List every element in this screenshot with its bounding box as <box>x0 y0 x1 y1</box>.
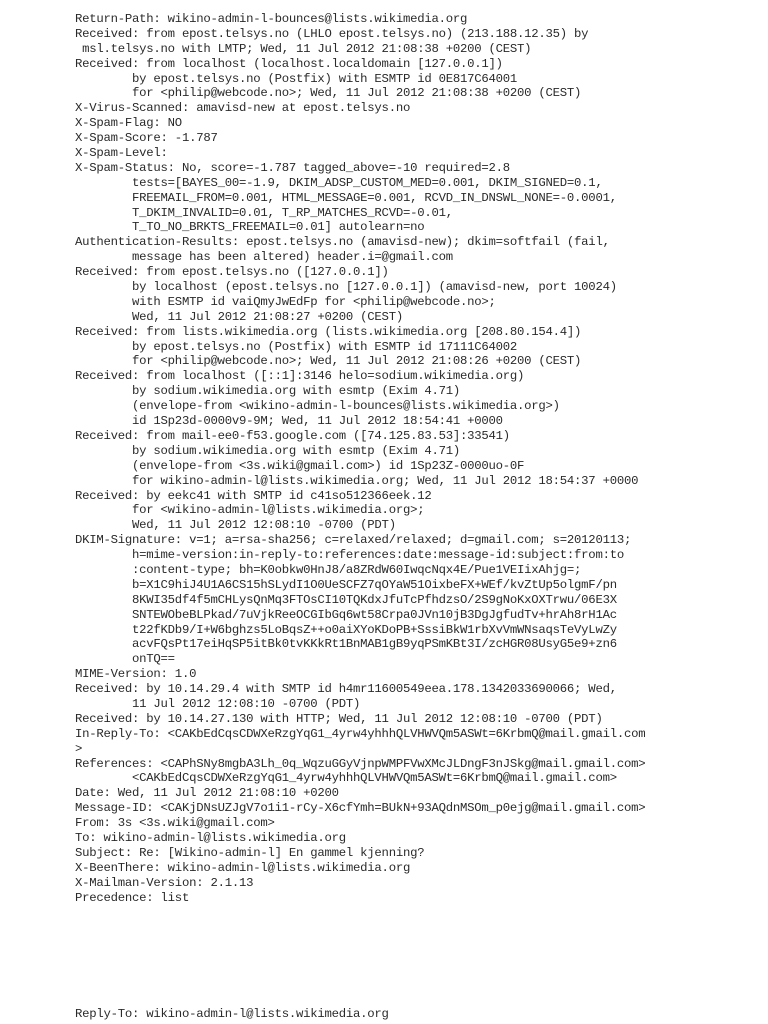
header-line: Received: from localhost ([::1]:3146 helo=sodium.wikimedia.org) <box>75 369 525 384</box>
header-line: Received: from epost.telsys.no (LHLO epost.telsys.no) (213.188.12.35) by <box>75 26 589 41</box>
header-line: X-Spam-Status: No, score=-1.787 tagged_above=-10 required=2.8 <box>75 160 510 175</box>
header-line: FREEMAIL_FROM=0.001, HTML_MESSAGE=0.001, RCVD_IN_DNSWL_NONE=-0.0001, <box>75 190 617 205</box>
header-line: X-Virus-Scanned: amavisd-new at epost.telsys.no <box>75 101 411 116</box>
header-line: 11 Jul 2012 12:08:10 -0700 (PDT) <box>75 696 361 711</box>
header-line: Precedence: list <box>75 890 190 905</box>
header-line: References: <CAPhSNy8mgbA3Lh_0q_WqzuGGyVjnpWMPFVwXMcJLDngF3nJSkg@mail.gmail.com> <box>75 756 646 771</box>
header-line: for <philip@webcode.no>; Wed, 11 Jul 2012 21:08:38 +0200 (CEST) <box>75 86 582 101</box>
header-line: (envelope-from <wikino-admin-l-bounces@lists.wikimedia.org>) <box>75 399 560 414</box>
header-line: X-BeenThere: wikino-admin-l@lists.wikimedia.org <box>75 860 411 875</box>
header-line: X-Mailman-Version: 2.1.13 <box>75 875 254 890</box>
header-line: DKIM-Signature: v=1; a=rsa-sha256; c=relaxed/relaxed; d=gmail.com; s=20120113; <box>75 533 632 548</box>
header-line: Received: from lists.wikimedia.org (lists.wikimedia.org [208.80.154.4]) <box>75 324 582 339</box>
header-line: X-Spam-Flag: NO <box>75 116 182 131</box>
header-line: by epost.telsys.no (Postfix) with ESMTP id 0E817C64001 <box>75 71 518 86</box>
header-line: acvFQsPt17eiHqSP5itBk0tvKKkRt1BnMAB1gB9yqPSmKBt3I/zcHGR08UsyG5e9+zn6 <box>75 637 617 652</box>
header-line: with ESMTP id vaiQmyJwEdFp for <philip@webcode.no>; <box>75 294 496 309</box>
header-line: Subject: Re: [Wikino-admin-l] En gammel kjenning? <box>75 845 425 860</box>
header-line: To: wikino-admin-l@lists.wikimedia.org <box>75 830 346 845</box>
header-line: (envelope-from <3s.wiki@gmail.com>) id 1Sp23Z-0000uo-0F <box>75 458 525 473</box>
header-line: for <philip@webcode.no>; Wed, 11 Jul 2012 21:08:26 +0200 (CEST) <box>75 354 582 369</box>
header-line: Authentication-Results: epost.telsys.no (amavisd-new); dkim=softfail (fail, <box>75 235 610 250</box>
header-line: by sodium.wikimedia.org with esmtp (Exim 4.71) <box>75 443 460 458</box>
header-line: In-Reply-To: <CAKbEdCqsCDWXeRzgYqG1_4yrw4yhhhQLVHWVQm5ASWt=6KrbmQ@mail.gmail.com <box>75 726 646 741</box>
header-line: tests=[BAYES_00=-1.9, DKIM_ADSP_CUSTOM_MED=0.001, DKIM_SIGNED=0.1, <box>75 175 603 190</box>
header-line: msl.telsys.no with LMTP; Wed, 11 Jul 2012 21:08:38 +0200 (CEST) <box>75 41 532 56</box>
header-line: 8KWI35df4f5mCHLysQnMq3FTOsCI10TQKdxJfuTcPfhdzsO/2S9gNoKxOXTrwu/06E3X <box>75 592 617 607</box>
header-line: T_DKIM_INVALID=0.01, T_RP_MATCHES_RCVD=-0.01, <box>75 205 453 220</box>
header-line: for wikino-admin-l@lists.wikimedia.org; Wed, 11 Jul 2012 18:54:37 +0000 <box>75 473 639 488</box>
header-line: X-Spam-Score: -1.787 <box>75 131 218 146</box>
header-line: T_TO_NO_BRKTS_FREEMAIL=0.01] autolearn=no <box>75 220 425 235</box>
header-line: for <wikino-admin-l@lists.wikimedia.org>; <box>75 503 425 518</box>
reply-to-header-line: Reply-To: wikino-admin-l@lists.wikimedia.org <box>75 1007 389 1021</box>
header-line: onTQ== <box>75 652 175 667</box>
header-line: by localhost (epost.telsys.no [127.0.0.1]) (amavisd-new, port 10024) <box>75 280 617 295</box>
header-line: h=mime-version:in-reply-to:references:date:message-id:subject:from:to <box>75 548 624 563</box>
header-line: by epost.telsys.no (Postfix) with ESMTP id 17111C64002 <box>75 339 518 354</box>
header-line: MIME-Version: 1.0 <box>75 667 197 682</box>
header-line: Received: from localhost (localhost.localdomain [127.0.0.1]) <box>75 56 503 71</box>
header-line: by sodium.wikimedia.org with esmtp (Exim 4.71) <box>75 384 460 399</box>
header-line: Message-ID: <CAKjDNsUZJgV7o1i1-rCy-X6cfYmh=BUkN+93AQdnMSOm_p0ejg@mail.gmail.com> <box>75 801 646 816</box>
email-header-block <box>75 12 645 905</box>
header-line: Wed, 11 Jul 2012 21:08:27 +0200 (CEST) <box>75 309 403 324</box>
header-line: From: 3s <3s.wiki@gmail.com> <box>75 816 275 831</box>
header-line: Received: by 10.14.27.130 with HTTP; Wed, 11 Jul 2012 12:08:10 -0700 (PDT) <box>75 711 603 726</box>
header-line: t22fKDb9/I+W6bghzs5LoBqsZ++o0aiXYoKDoPB+SssiBkW1rbXvVmWNsaqsTeVyLwZy <box>75 622 617 637</box>
header-line: Date: Wed, 11 Jul 2012 21:08:10 +0200 <box>75 786 339 801</box>
header-line: > <box>75 741 83 756</box>
header-line: b=X1C9hiJ4U1A6CS15hSLydI1O0UeSCFZ7qOYaW51OixbeFX+WEf/kvZtUp5olgmF/pn <box>75 577 617 592</box>
header-line: message has been altered) header.i=@gmail.com <box>75 250 453 265</box>
header-line: Return-Path: wikino-admin-l-bounces@lists.wikimedia.org <box>75 12 468 26</box>
header-line: Received: from epost.telsys.no ([127.0.0.1]) <box>75 265 389 280</box>
header-line: <CAKbEdCqsCDWXeRzgYqG1_4yrw4yhhhQLVHWVQm5ASWt=6KrbmQ@mail.gmail.com> <box>75 771 617 786</box>
header-line: Wed, 11 Jul 2012 12:08:10 -0700 (PDT) <box>75 518 396 533</box>
header-line: Received: by 10.14.29.4 with SMTP id h4mr11600549eea.178.1342033690066; Wed, <box>75 682 617 697</box>
header-line: :content-type; bh=K0obkw0HnJ8/a8ZRdW60IwqcNqx4E/Pue1VEIixAhjg=; <box>75 562 582 577</box>
header-line: X-Spam-Level: <box>75 146 168 161</box>
header-line: id 1Sp23d-0000v9-9M; Wed, 11 Jul 2012 18:54:41 +0000 <box>75 414 503 429</box>
header-line: Received: by eekc41 with SMTP id c41so512366eek.12 <box>75 488 432 503</box>
header-line: SNTEWObeBLPkad/7uVjkReeOCGIbGq6wt58Crpa0JVn10jB3DgJgfudTv+hrAh8rH1Ac <box>75 607 617 622</box>
header-line: Received: from mail-ee0-f53.google.com ([74.125.83.53]:33541) <box>75 428 510 443</box>
